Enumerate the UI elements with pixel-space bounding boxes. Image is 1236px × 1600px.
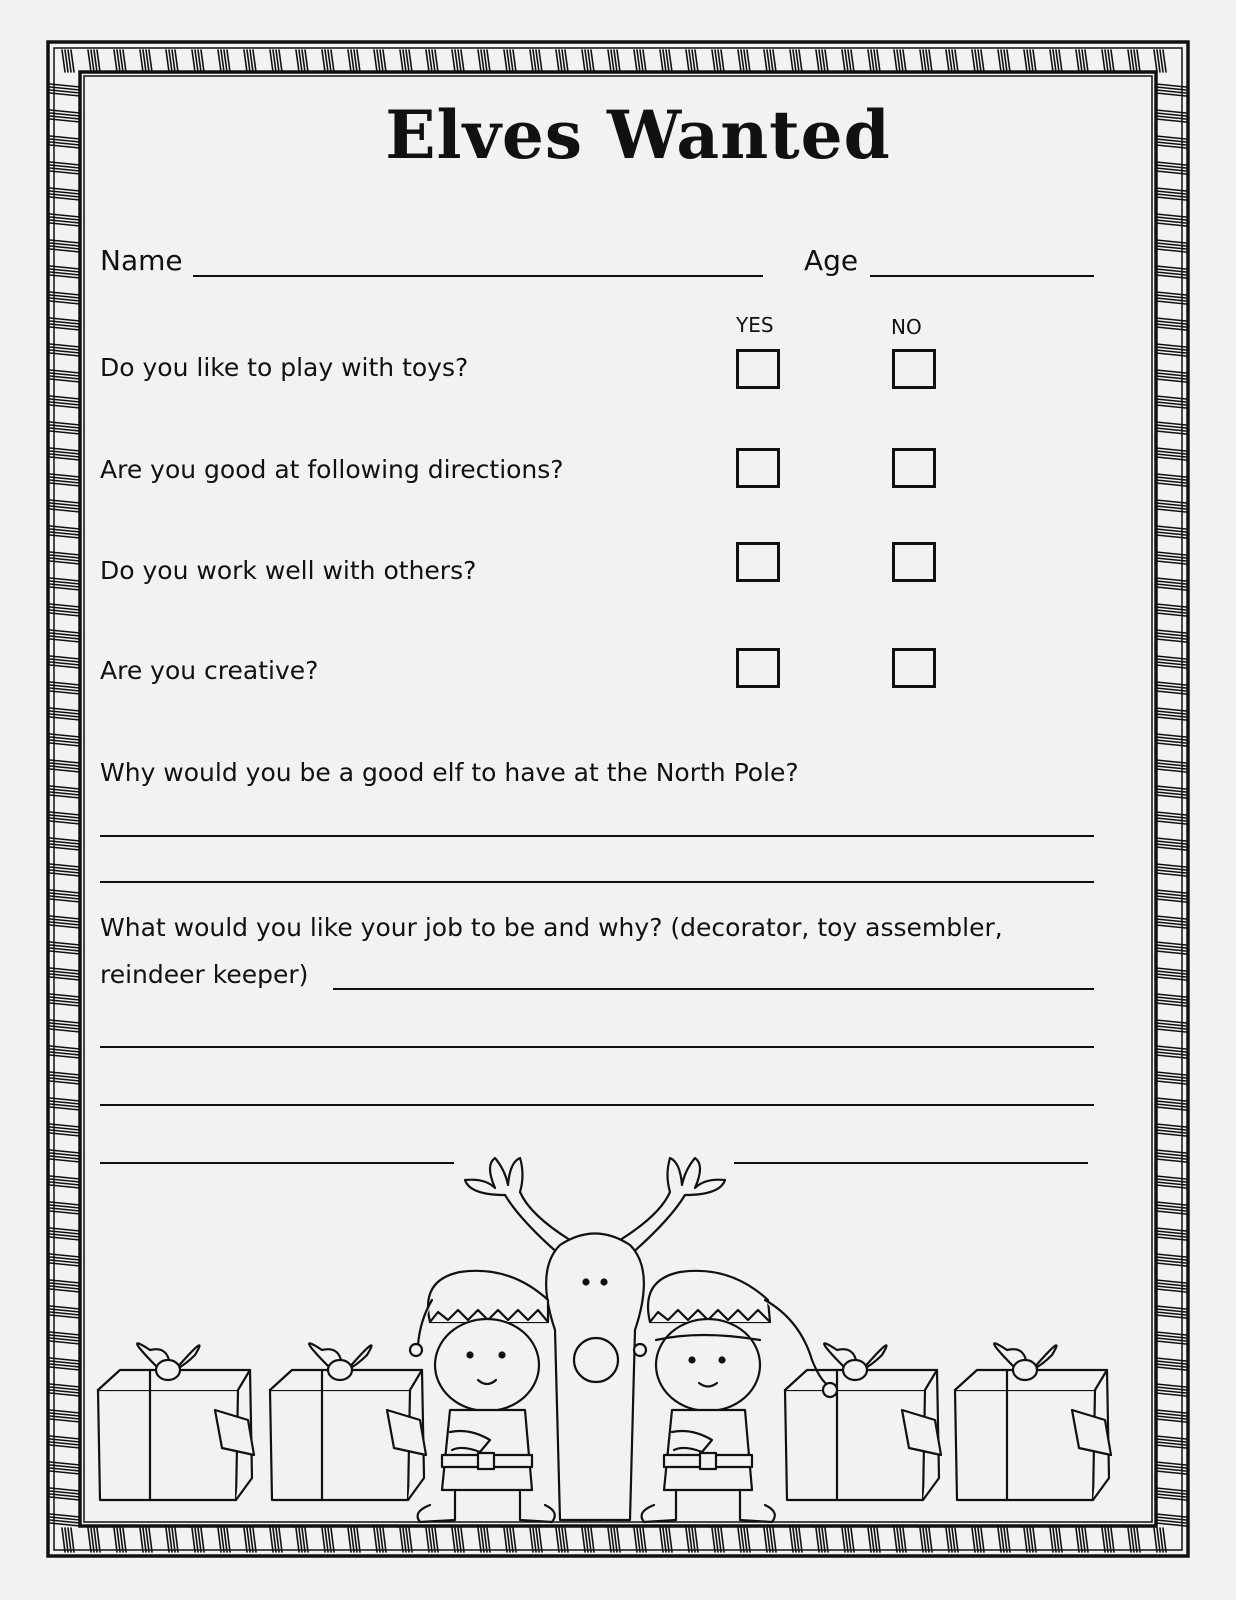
name-label: Name xyxy=(100,244,183,277)
question-job: What would you like your job to be and why? (decorator, toy assembler, xyxy=(100,913,1003,942)
question-others: Do you work well with others? xyxy=(100,556,477,585)
elf-icon xyxy=(410,1271,555,1522)
age-label: Age xyxy=(804,244,859,277)
question-toys: Do you like to play with toys? xyxy=(100,353,469,382)
question-good-elf: Why would you be a good elf to have at the North Pole? xyxy=(100,758,799,787)
no-column-header: NO xyxy=(891,315,922,339)
question-creative: Are you creative? xyxy=(100,656,319,685)
gift-box-icon xyxy=(955,1343,1111,1500)
gift-box-icon xyxy=(270,1343,426,1500)
question-job-continued: reindeer keeper) xyxy=(100,960,309,989)
question-directions: Are you good at following directions? xyxy=(100,455,564,484)
gift-box-icon xyxy=(785,1343,941,1500)
gift-box-icon xyxy=(98,1343,254,1500)
page-title: Elves Wanted xyxy=(385,96,891,174)
yes-column-header: YES xyxy=(736,313,774,337)
